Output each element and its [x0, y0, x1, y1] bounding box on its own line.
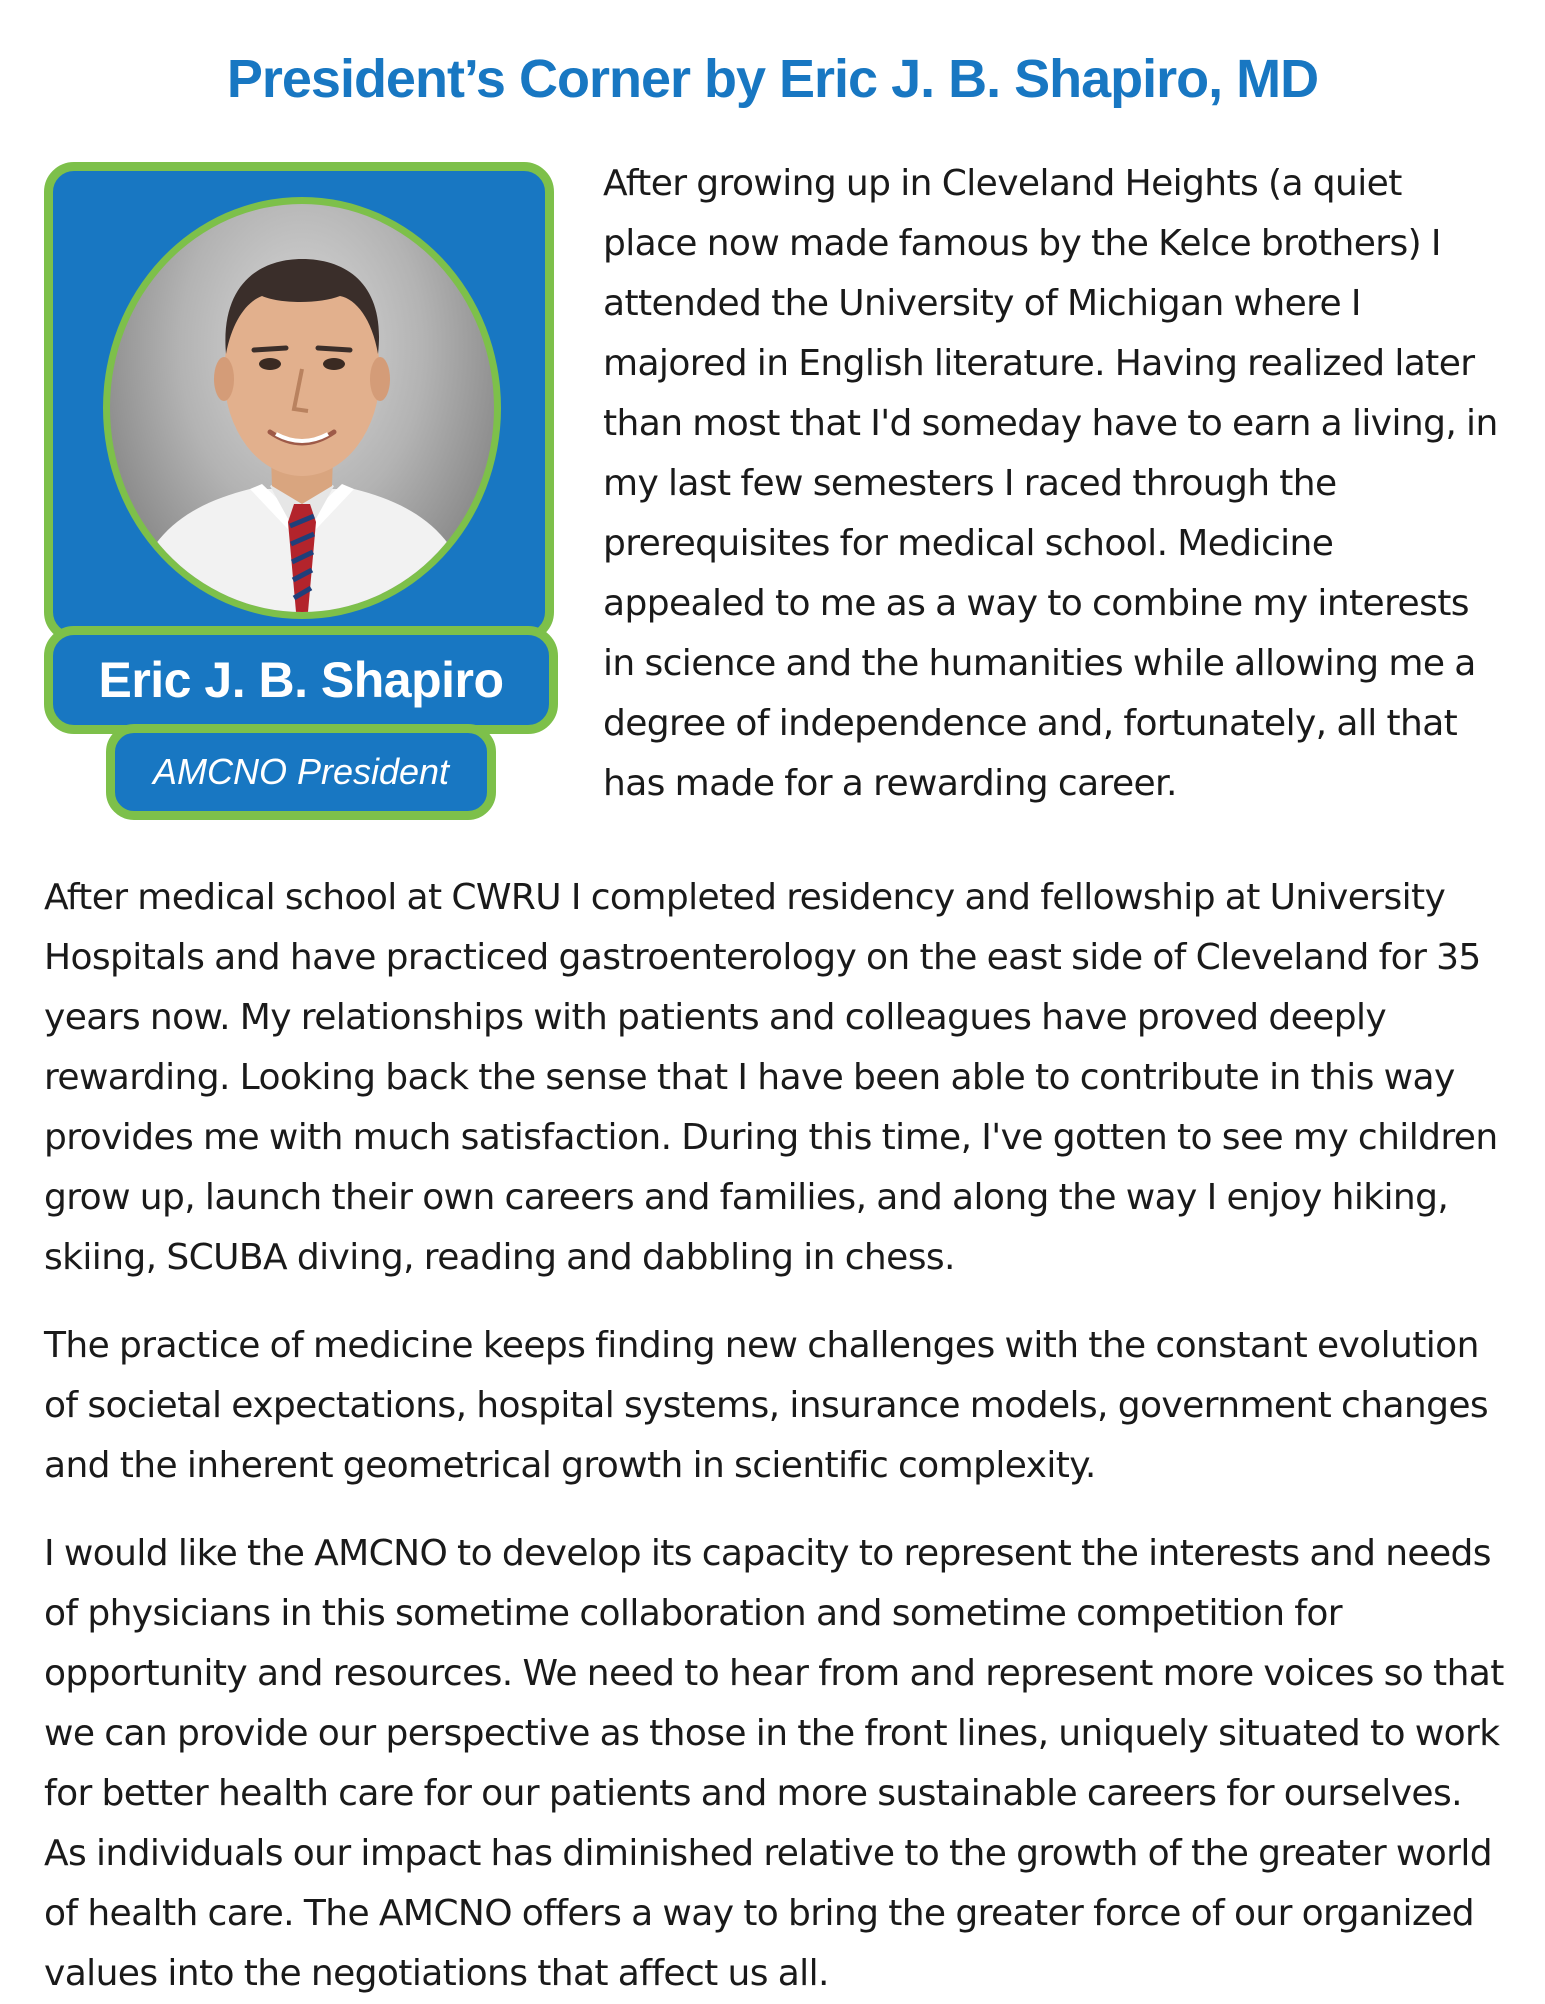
- body-paragraph: After medical school at CWRU I completed residency and fellowship at University Hospitals and have practiced gastroenterology on the east side of Cleveland for 35 years now. My relationships with patients and colleagues have proved deeply rewarding. Looking back the sense that I have been able to contribute in this way provides me with much satisfaction. During this time, I've gotten to see my children grow up, launch their own careers and families, and along the way I enjoy hiking, skiing, SCUBA diving, reading and dabbling in chess.: [44, 877, 1498, 1278]
- body-paragraph: I would like the AMCNO to develop its capacity to represent the interests and needs of physicians in this sometime collaboration and sometime competition for opportunity and resources. We need to hear from and represent more voices so that we can provide our perspective as those in the front lines, uniquely situated to work for better health care for our patients and more sustainable careers for ourselves. As individuals our impact has diminished relative to the growth of the greater world of health care. The AMCNO offers a way to bring the greater force of our organized values into the negotiations that affect us all.: [44, 1533, 1504, 1994]
- intro-paragraph: After growing up in Cleveland Heights (a quiet place now made famous by the Kelce brothers) I attended the University of Michigan where I majored in English literature. Having realized later than most that I'd someday have to earn a living, in my last few semesters I raced through the prerequisites for medical school. Medicine appealed to me as a way to combine my interests in science and the humanities while allowing me a degree of independence and, fortunately, all that has made for a rewarding career.: [603, 163, 1498, 804]
- portrait-illustration: [110, 204, 494, 612]
- role-plate: [106, 724, 496, 820]
- president-name: Eric J. B. Shapiro: [98, 652, 504, 708]
- name-plate: [44, 626, 558, 734]
- president-role: AMCNO President: [152, 751, 450, 792]
- profile-card: [44, 162, 554, 642]
- president-portrait: [103, 197, 501, 619]
- body-paragraph: The practice of medicine keeps finding new challenges with the constant evolution of societal expectations, hospital systems, insurance models, government changes and the inherent geometrical growth in scientific complexity.: [44, 1325, 1489, 1486]
- page-title: President’s Corner by Eric J. B. Shapiro, MD: [226, 49, 1319, 109]
